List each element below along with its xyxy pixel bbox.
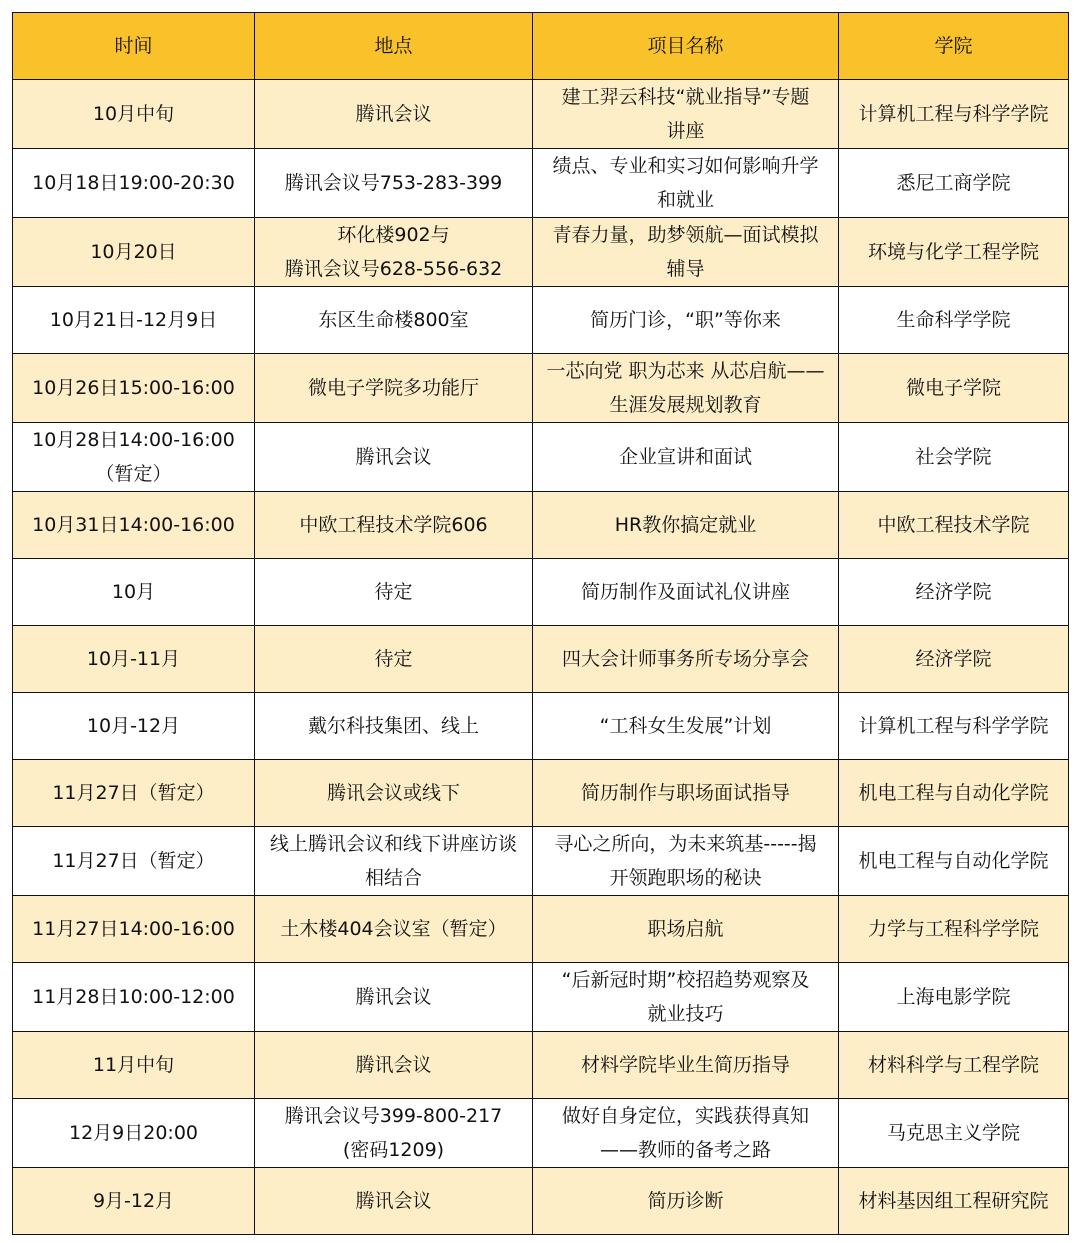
cell-time: [13, 492, 255, 559]
cell-time: [13, 896, 255, 963]
cell-line: 10月: [111, 581, 156, 603]
cell-place: [255, 963, 533, 1032]
cell-line: 社会学院: [915, 446, 992, 468]
cell-line: 计算机工程与科学学院: [858, 103, 1049, 125]
table-row: [13, 963, 1069, 1032]
cell-line: HR教你搞定就业: [614, 514, 757, 536]
cell-time: [13, 1032, 255, 1099]
cell-college: [839, 896, 1069, 963]
cell-line: 材料基因组工程研究院: [858, 1190, 1049, 1212]
cell-line: 待定: [374, 648, 413, 670]
cell-place: [255, 1032, 533, 1099]
cell-project: [533, 1099, 839, 1168]
cell-line: 腾讯会议: [355, 1054, 432, 1076]
table-row: [13, 626, 1069, 693]
cell-line: 9月-12月: [92, 1190, 175, 1212]
cell-line: 简历诊断: [647, 1190, 724, 1212]
cell-line: 11月27日（暂定）: [52, 782, 215, 804]
cell-college: [839, 760, 1069, 827]
cell-time: [13, 963, 255, 1032]
cell-time: [13, 287, 255, 354]
cell-line: 待定: [374, 581, 413, 603]
cell-time: [13, 423, 255, 492]
cell-line: 土木楼404会议室（暂定）: [280, 918, 507, 940]
cell-line: 经济学院: [915, 581, 992, 603]
cell-line: (密码1209): [342, 1139, 445, 1161]
cell-time: [13, 559, 255, 626]
cell-line: 微电子学院多功能厅: [307, 377, 479, 399]
cell-place: [255, 423, 533, 492]
cell-place: [255, 354, 533, 423]
cell-college: [839, 80, 1069, 149]
cell-line: 腾讯会议号753-283-399: [284, 172, 503, 194]
cell-line: 就业技巧: [647, 1003, 724, 1025]
cell-time: [13, 80, 255, 149]
cell-line: 中欧工程技术学院606: [299, 514, 488, 536]
cell-line: 上海电影学院: [896, 986, 1011, 1008]
cell-line: 10月28日14:00-16:00: [32, 429, 235, 451]
cell-line: ——教师的备考之路: [599, 1139, 771, 1161]
cell-place: [255, 760, 533, 827]
cell-line: 建工羿云科技“就业指导”专题: [561, 86, 810, 108]
cell-time: [13, 149, 255, 218]
cell-line: 腾讯会议或线下: [326, 782, 460, 804]
cell-college: [839, 693, 1069, 760]
cell-project: [533, 626, 839, 693]
cell-line: 简历制作及面试礼仪讲座: [580, 581, 790, 603]
cell-line: 10月-12月: [86, 715, 181, 737]
cell-place: [255, 827, 533, 896]
table-row: [13, 287, 1069, 354]
cell-project: [533, 149, 839, 218]
cell-time: [13, 1168, 255, 1235]
cell-line: 悉尼工商学院: [896, 172, 1011, 194]
cell-line: 青春力量，助梦领航—面试模拟: [552, 224, 819, 246]
cell-place: [255, 80, 533, 149]
cell-line: 中欧工程技术学院: [877, 514, 1030, 536]
cell-line: 腾讯会议号628-556-632: [284, 258, 503, 280]
cell-line: 腾讯会议: [355, 1190, 432, 1212]
cell-time: [13, 693, 255, 760]
cell-college: [839, 1099, 1069, 1168]
cell-place: [255, 287, 533, 354]
cell-line: 材料科学与工程学院: [867, 1054, 1039, 1076]
cell-line: 腾讯会议: [355, 103, 432, 125]
cell-line: （暂定）: [95, 463, 172, 485]
cell-place: [255, 626, 533, 693]
cell-project: [533, 760, 839, 827]
cell-line: 腾讯会议: [355, 986, 432, 1008]
cell-line: 马克思主义学院: [886, 1122, 1020, 1144]
cell-place: [255, 559, 533, 626]
cell-place: [255, 896, 533, 963]
cell-line: 11月27日14:00-16:00: [32, 918, 235, 940]
table-row: [13, 218, 1069, 287]
cell-college: [839, 423, 1069, 492]
cell-college: [839, 1168, 1069, 1235]
table-row: [13, 896, 1069, 963]
cell-college: [839, 1032, 1069, 1099]
cell-project: [533, 218, 839, 287]
cell-line: 10月-11月: [86, 648, 181, 670]
cell-project: [533, 287, 839, 354]
table-row: [13, 1099, 1069, 1168]
cell-line: 简历门诊，“职”等你来: [590, 309, 781, 331]
cell-line: 东区生命楼800室: [318, 309, 469, 331]
cell-project: [533, 963, 839, 1032]
cell-line: 相结合: [364, 867, 422, 889]
cell-place: [255, 492, 533, 559]
cell-place: [255, 1168, 533, 1235]
table-row: [13, 1168, 1069, 1235]
cell-college: [839, 218, 1069, 287]
header-college: 学院: [839, 13, 1069, 80]
cell-line: 12月9日20:00: [68, 1122, 199, 1144]
cell-line: 一芯向党 职为芯来 从芯启航——: [546, 360, 825, 382]
cell-project: [533, 354, 839, 423]
cell-line: 做好自身定位，实践获得真知: [561, 1105, 809, 1127]
cell-line: 力学与工程科学学院: [867, 918, 1039, 940]
table-row: [13, 693, 1069, 760]
cell-line: “后新冠时期”校招趋势观察及: [561, 969, 810, 991]
cell-project: [533, 693, 839, 760]
cell-line: 寻心之所向，为未来筑基-----揭: [554, 833, 817, 855]
header-time: 时间: [13, 13, 255, 80]
cell-line: 10月20日: [90, 241, 177, 263]
cell-line: 腾讯会议号399-800-217: [284, 1105, 503, 1127]
cell-line: 企业宣讲和面试: [618, 446, 752, 468]
table-row: [13, 423, 1069, 492]
cell-line: 10月中旬: [92, 103, 175, 125]
cell-college: [839, 354, 1069, 423]
table-row: [13, 354, 1069, 423]
table-row: [13, 1032, 1069, 1099]
cell-college: [839, 963, 1069, 1032]
cell-college: [839, 626, 1069, 693]
table-row: [13, 80, 1069, 149]
cell-line: 经济学院: [915, 648, 992, 670]
cell-line: 机电工程与自动化学院: [858, 782, 1049, 804]
cell-time: [13, 1099, 255, 1168]
cell-line: 绩点、专业和实习如何影响升学: [552, 155, 819, 177]
cell-line: 简历制作与职场面试指导: [580, 782, 790, 804]
cell-line: 环境与化学工程学院: [867, 241, 1039, 263]
cell-project: [533, 559, 839, 626]
header-project: 项目名称: [533, 13, 839, 80]
cell-line: 环化楼902与: [337, 224, 450, 246]
cell-line: 材料学院毕业生简历指导: [580, 1054, 790, 1076]
cell-line: 微电子学院: [905, 377, 1001, 399]
cell-line: 生涯发展规划教育: [609, 394, 762, 416]
cell-time: [13, 827, 255, 896]
cell-time: [13, 626, 255, 693]
cell-line: 和就业: [656, 189, 714, 211]
cell-college: [839, 149, 1069, 218]
cell-line: 计算机工程与科学学院: [858, 715, 1049, 737]
cell-place: [255, 218, 533, 287]
table-row: [13, 492, 1069, 559]
cell-line: 职场启航: [647, 918, 724, 940]
cell-place: [255, 1099, 533, 1168]
cell-time: [13, 218, 255, 287]
cell-project: [533, 1032, 839, 1099]
cell-line: 线上腾讯会议和线下讲座访谈: [269, 833, 517, 855]
cell-line: 11月27日（暂定）: [52, 850, 215, 872]
cell-line: 腾讯会议: [355, 446, 432, 468]
cell-place: [255, 149, 533, 218]
cell-project: [533, 492, 839, 559]
cell-line: 辅导: [666, 258, 705, 280]
cell-line: 讲座: [666, 120, 705, 142]
cell-line: 10月21日-12月9日: [49, 309, 218, 331]
cell-college: [839, 492, 1069, 559]
cell-line: “工科女生发展”计划: [599, 715, 772, 737]
cell-line: 戴尔科技集团、线上: [307, 715, 479, 737]
cell-line: 四大会计师事务所专场分享会: [561, 648, 809, 670]
cell-line: 10月26日15:00-16:00: [32, 377, 235, 399]
cell-line: 10月31日14:00-16:00: [32, 514, 235, 536]
cell-line: 开领跑职场的秘诀: [609, 867, 762, 889]
cell-college: [839, 827, 1069, 896]
header-place: 地点: [255, 13, 533, 80]
table-row: [13, 559, 1069, 626]
cell-line: 11月中旬: [92, 1054, 175, 1076]
table-row: [13, 149, 1069, 218]
table-body: [13, 80, 1069, 1235]
cell-college: [839, 287, 1069, 354]
cell-place: [255, 693, 533, 760]
schedule-table: [12, 12, 1069, 1235]
cell-project: [533, 827, 839, 896]
cell-college: [839, 559, 1069, 626]
table-row: [13, 760, 1069, 827]
cell-project: [533, 1168, 839, 1235]
cell-line: 生命科学学院: [896, 309, 1011, 331]
header-row: [13, 13, 1069, 80]
schedule-table-container: [12, 12, 1068, 1235]
cell-project: [533, 80, 839, 149]
cell-project: [533, 896, 839, 963]
cell-line: 机电工程与自动化学院: [858, 850, 1049, 872]
cell-line: 11月28日10:00-12:00: [32, 986, 235, 1008]
table-row: [13, 827, 1069, 896]
cell-project: [533, 423, 839, 492]
cell-time: [13, 760, 255, 827]
cell-line: 10月18日19:00-20:30: [32, 172, 235, 194]
cell-time: [13, 354, 255, 423]
